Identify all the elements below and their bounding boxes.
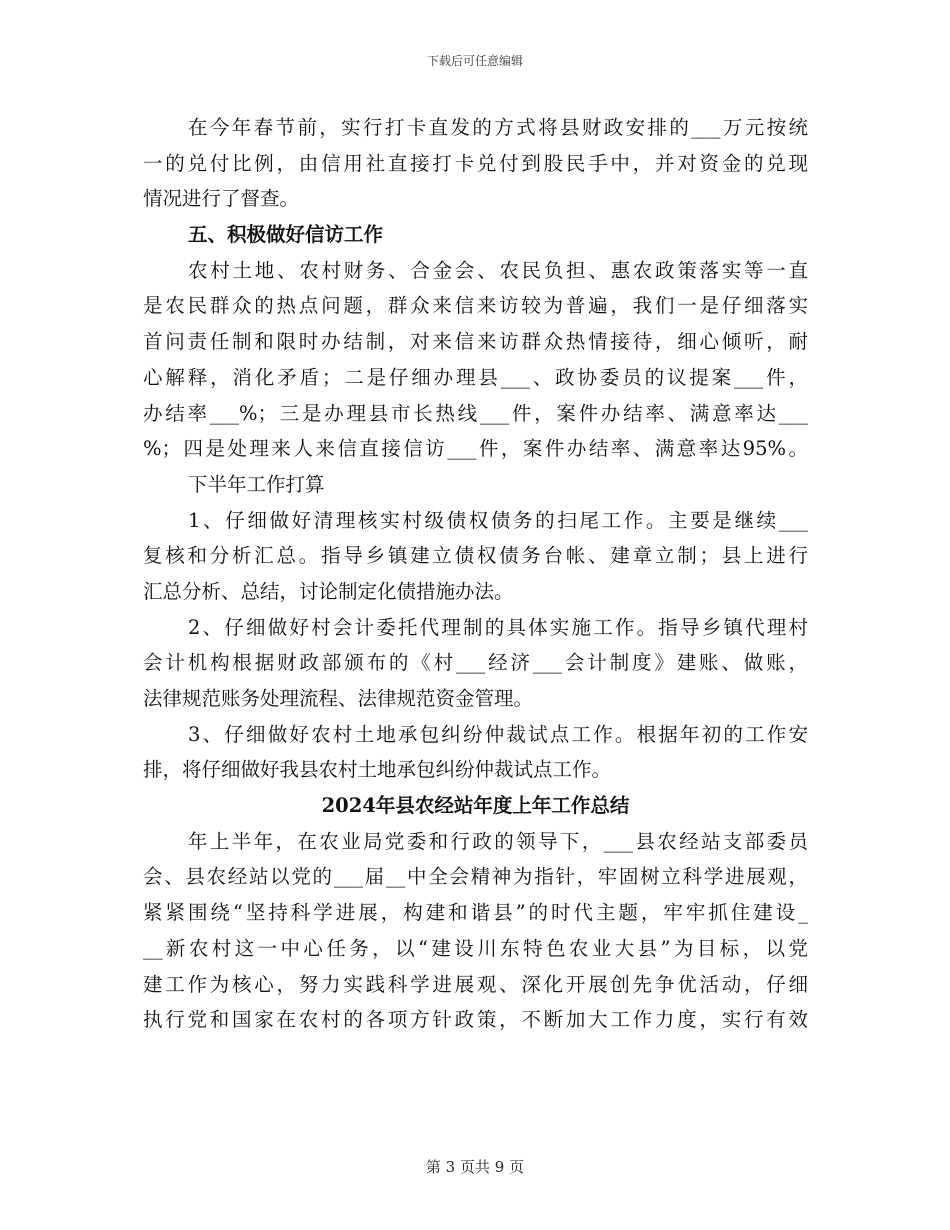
text-line: 下半年工作打算 bbox=[188, 472, 325, 496]
text-line: 排，将仔细做好我县农村土地承包纠纷仲裁试点工作。 bbox=[143, 758, 612, 782]
text-line: 办结率___%；三是办理县市长热线___件，案件办结率、满意率达___ bbox=[143, 401, 808, 425]
text-line: 农村土地、农村财务、合金会、农民负担、惠农政策落实等一直 bbox=[188, 258, 808, 282]
text-line: 2、仔细做好村会计委托代理制的具体实施工作。指导乡镇代理村 bbox=[188, 615, 808, 639]
text-line: 是农民群众的热点问题，群众来信来访较为普遍，我们一是仔细落实 bbox=[143, 294, 808, 318]
text-line: 法律规范账务处理流程、法律规范资金管理。 bbox=[143, 687, 534, 710]
text-line: 3、仔细做好农村土地承包纠纷仲裁试点工作。根据年初的工作安 bbox=[188, 722, 808, 746]
text-line: 一的兑付比例，由信用社直接打卡兑付到股民手中，并对资金的兑现 bbox=[143, 151, 808, 175]
text-line: 1、仔细做好清理核实村级债权债务的扫尾工作。主要是继续___ bbox=[188, 508, 808, 532]
text-line: __新农村这一中心任务，以“建设川东特色农业大县”为目标，以党 bbox=[143, 936, 808, 960]
text-line: 心解释，消化矛盾；二是仔细办理县___、政协委员的议提案___件， bbox=[143, 365, 808, 389]
text-line: 会、县农经站以党的___届__中全会精神为指针，牢固树立科学进展观， bbox=[143, 865, 808, 889]
text-line: 紧紧围绕“坚持科学进展，构建和谐县”的时代主题，牢牢抓住建设_ bbox=[143, 901, 808, 925]
text-line: %；四是处理来人来信直接信访___件，案件办结率、满意率达95%。 bbox=[143, 437, 808, 461]
text-line: 复核和分析汇总。指导乡镇建立债权债务台帐、建章立制；县上进行 bbox=[143, 544, 808, 568]
section-heading: 2024年县农经站年度上年工作总结 bbox=[321, 794, 630, 818]
section-heading: 五、积极做好信访工作 bbox=[188, 223, 384, 247]
text-line: 建工作为核心，努力实践科学进展观、深化开展创先争优活动，仔细 bbox=[143, 972, 808, 996]
text-line: 在今年春节前，实行打卡直发的方式将县财政安排的___万元按统 bbox=[188, 116, 808, 139]
page-header: 下载后可任意编辑 bbox=[426, 54, 523, 68]
text-line: 执行党和国家在农村的各项方针政策，不断加大工作力度，实行有效 bbox=[143, 1008, 808, 1032]
text-line: 汇总分析、总结，讨论制定化债措施办法。 bbox=[143, 579, 514, 603]
text-line: 首问责任制和限时办结制，对来信来访群众热情接待，细心倾听，耐 bbox=[143, 330, 808, 354]
page-footer: 第 3 页共 9 页 bbox=[425, 1158, 525, 1176]
document-body bbox=[143, 112, 808, 1040]
text-line: 情况进行了督查。 bbox=[143, 187, 300, 211]
text-line: 年上半年，在农业局党委和行政的领导下，___县农经站支部委员 bbox=[188, 829, 808, 853]
text-line: 会计机构根据财政部颁布的《村___经济___会计制度》建账、做账， bbox=[143, 651, 808, 675]
